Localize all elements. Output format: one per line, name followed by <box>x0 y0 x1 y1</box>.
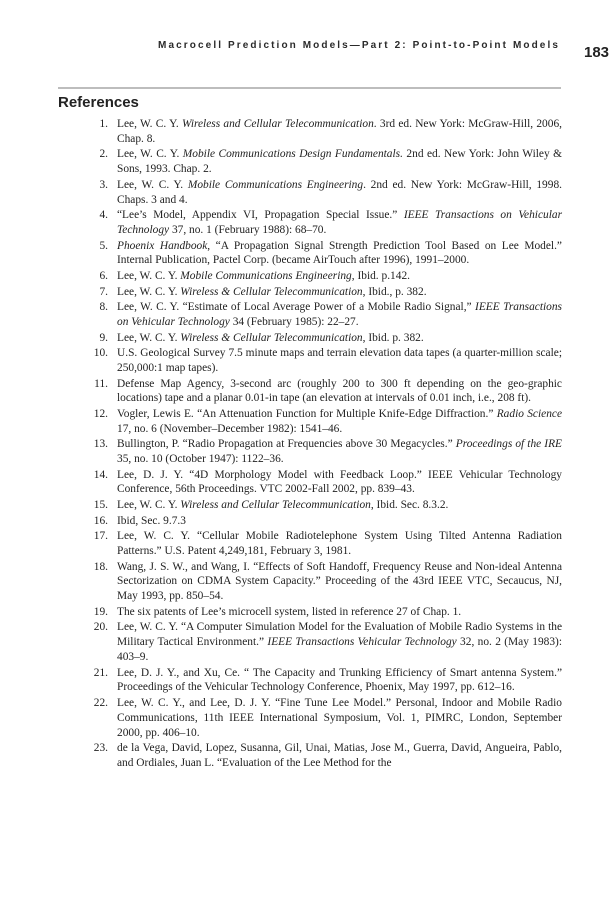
reference-item <box>0 117 562 147</box>
reference-text <box>117 148 562 175</box>
reference-number: 7. <box>99 285 108 298</box>
reference-text-plain: . 2nd ed. New York: McGraw-Hill, 1998. Chaps. 3 and 4. <box>117 178 562 206</box>
reference-text <box>117 179 562 206</box>
reference-text-plain: Lee, W. C. Y. “Estimate of Local Average Power of a Mobile Radio Signal,” <box>117 301 476 314</box>
reference-text <box>117 742 562 769</box>
reference-number: 20. <box>93 621 108 634</box>
reference-item <box>0 208 562 238</box>
reference-title-italic: Mobile Communications Design Fundamentals. <box>182 148 403 161</box>
reference-text-plain: Lee, W. C. Y. <box>117 118 182 130</box>
reference-text-plain: Lee, W. C. Y. <box>117 148 183 161</box>
reference-title-italic: IEEE Transactions Vehicular Technology <box>267 636 457 649</box>
reference-text <box>117 240 562 267</box>
reference-text <box>117 469 562 496</box>
reference-text-plain: “Lee’s Model, Appendix VI, Propagation Special Issue.” <box>117 209 404 222</box>
reference-number: 18. <box>93 560 108 573</box>
reference-text <box>117 499 448 511</box>
section-title: References <box>58 94 139 111</box>
reference-text-plain: 17, no. 6 (November–December 1982): 1541–46. <box>117 422 343 435</box>
reference-number: 4. <box>99 209 108 222</box>
reference-title-italic: Wireless & Cellular Telecommunication <box>180 331 363 344</box>
reference-text <box>117 347 562 374</box>
reference-item <box>0 346 562 376</box>
reference-number: 16. <box>93 514 108 527</box>
reference-text <box>117 301 562 328</box>
reference-text-plain: Lee, W. C. Y. <box>117 269 181 282</box>
reference-text-plain: Lee, W. C. Y. <box>117 499 181 512</box>
reference-item <box>0 696 562 740</box>
reference-title-italic: Mobile Communications Engineering <box>180 269 352 282</box>
reference-text <box>117 270 410 282</box>
reference-text-plain: , Ibid., p. 382. <box>362 285 427 298</box>
reference-item <box>0 529 562 559</box>
reference-item <box>0 560 562 604</box>
reference-item <box>0 178 562 208</box>
reference-item <box>0 620 562 664</box>
reference-item <box>0 605 562 620</box>
reference-item <box>0 407 562 437</box>
reference-title-italic: IEEE Transactions on Vehicular Technology <box>117 301 562 328</box>
reference-number: 15. <box>93 499 108 512</box>
reference-text-plain: Lee, D. J. Y. “4D Morphology Model with Feedback Loop.” IEEE Vehicular Technology Conference, 56th Proceedings. VTC 2002-Fall 2002, pp. 839–43. <box>117 468 562 496</box>
reference-item <box>0 239 562 269</box>
reference-text-plain: 32, no. 2 (May 1983): 403–9. <box>117 636 562 664</box>
reference-text <box>117 530 562 557</box>
reference-title-italic: Mobile Communications Engineering <box>187 178 364 191</box>
reference-number: 3. <box>99 178 108 191</box>
reference-number: 13. <box>93 438 108 451</box>
reference-number: 10. <box>93 347 108 360</box>
reference-text-plain: 37, no. 1 (February 1988): 68–70. <box>169 223 327 236</box>
reference-text <box>117 378 562 405</box>
reference-text-plain: , “A Propagation Signal Strength Prediction Tool Based on Lee Model.” Internal Publication, Pactel Corp. (became AirTouch after 1996), 1991–2000. <box>117 239 562 267</box>
reference-number: 12. <box>93 407 108 420</box>
reference-text-plain: Wang, J. S. W., and Wang, I. “Effects of Soft Handoff, Frequency Reuse and Non-ideal Antenna Sectorization on CDMA System Capacity.” Proceeding of the 43rd IEEE VTC, Secaucus, NJ, May 1993, pp. 850–54. <box>117 560 562 603</box>
reference-text <box>117 621 562 663</box>
reference-text-plain: Ibid, Sec. 9.7.3 <box>117 514 186 527</box>
reference-text-plain: . 3rd ed. New York: McGraw-Hill, 2006, Chap. 8. <box>117 118 562 145</box>
reference-number: 17. <box>93 530 108 543</box>
reference-number: 11. <box>94 377 108 390</box>
reference-item <box>0 300 562 330</box>
page-number: 183 <box>584 44 610 61</box>
reference-title-italic: IEEE Transactions on Vehicular Technology <box>117 209 562 236</box>
reference-text-plain: Bullington, P. “Radio Propagation at Frequencies above 30 Megacycles.” <box>117 438 456 451</box>
reference-text <box>117 606 461 618</box>
reference-number: 21. <box>93 666 108 679</box>
reference-number: 1. <box>99 118 108 130</box>
reference-number: 5. <box>99 239 108 252</box>
reference-text <box>117 515 186 527</box>
reference-item <box>0 147 562 177</box>
reference-text-plain: de la Vega, David, Lopez, Susanna, Gil, Unai, Matias, Jose M., Guerra, David, Angueira, Pablo, and Ordiales, Juan L. “Evaluation of the Lee Method for the <box>117 742 562 769</box>
reference-item <box>0 285 562 300</box>
reference-item <box>0 666 562 696</box>
reference-text-plain: 34 (February 1985): 22–27. <box>229 315 359 328</box>
reference-text-plain: , Ibid. p. 382. <box>362 331 424 344</box>
reference-item <box>0 514 562 529</box>
reference-text-plain: , Ibid. p.142. <box>351 269 410 282</box>
reference-text-plain: Lee, W. C. Y., and Lee, D. J. Y. “Fine Tune Lee Model.” Personal, Indoor and Mobile Radio Communications, 11th IEEE International Symposium, Vol. 1, PIMRC, London, September 2000, pp. 406–10. <box>117 697 562 739</box>
reference-title-italic: Wireless and Cellular Telecommunication <box>181 118 374 130</box>
reference-number: 14. <box>93 468 108 481</box>
reference-title-italic: Wireless and Cellular Telecommunication <box>180 499 371 512</box>
header-rule <box>58 87 561 89</box>
reference-text-plain: Lee, W. C. Y. “Cellular Mobile Radiotelephone System Using Tilted Antenna Radiation Patterns.” U.S. Patent 4,249,181, February 3, 1981. <box>117 530 562 558</box>
reference-text <box>117 561 562 603</box>
reference-text <box>117 697 562 739</box>
reference-item <box>0 468 562 498</box>
reference-text-plain: Vogler, Lewis E. “An Attenuation Function for Multiple Knife-Edge Diffraction.” <box>117 407 497 420</box>
reference-item <box>0 741 562 771</box>
reference-list <box>0 117 562 771</box>
reference-text-plain: Defense Map Agency, 3-second arc (roughly 200 to 300 ft depending on the geo-graphic locations) tape and a planar 0.01-in tape (an elevation at intervals of 0.01 inch, i.e., 208 ft). <box>117 377 562 405</box>
reference-item <box>0 377 562 407</box>
reference-text <box>117 209 562 236</box>
reference-number: 22. <box>93 697 108 710</box>
reference-text <box>117 332 424 344</box>
reference-text-plain: Lee, D. J. Y., and Xu, Ce. “ The Capacity and Trunking Efficiency of Smart antenna System.” Proceedings of the Vehicular Technology Conference, Phoenix, May 1997, pp. 612–16. <box>117 666 562 694</box>
reference-text <box>117 286 427 298</box>
reference-title-italic: Proceedings of the IRE <box>455 438 562 451</box>
running-head-title: Macrocell Prediction Models—Part 2: Point-to-Point Models <box>158 40 560 51</box>
reference-text-plain: 35, no. 10 (October 1947): 1122–36. <box>117 453 284 466</box>
reference-text <box>117 667 562 694</box>
reference-text-plain: U.S. Geological Survey 7.5 minute maps and terrain elevation data tapes (a quarter-million scale; 250,000:1 map tapes). <box>117 347 562 374</box>
reference-number: 23. <box>93 742 108 755</box>
reference-title-italic: Wireless & Cellular Telecommunication <box>180 285 363 298</box>
reference-item <box>0 498 562 513</box>
reference-text-plain: Lee, W. C. Y. <box>117 285 181 298</box>
reference-number: 6. <box>99 269 108 282</box>
reference-text-plain: Lee, W. C. Y. <box>117 331 181 344</box>
reference-text-plain: Lee, W. C. Y. <box>117 178 188 191</box>
reference-text-plain: Lee, W. C. Y. “A Computer Simulation Model for the Evaluation of Mobile Radio Systems in the Military Tactical Environment.” <box>117 621 562 649</box>
reference-item <box>0 269 562 284</box>
reference-number: 8. <box>99 301 108 314</box>
reference-text-plain: , Ibid. Sec. 8.3.2. <box>370 499 449 512</box>
reference-text <box>117 408 562 435</box>
reference-item <box>0 437 562 467</box>
reference-text-plain: 2nd ed. New York: John Wiley & Sons, 1993. Chap. 2. <box>117 148 562 176</box>
reference-number: 9. <box>99 331 108 344</box>
reference-number: 19. <box>93 605 108 618</box>
reference-number: 2. <box>99 148 108 161</box>
reference-text <box>117 118 562 145</box>
reference-title-italic: Phoenix Handbook <box>117 239 208 252</box>
reference-title-italic: Radio Science <box>496 407 562 420</box>
reference-text <box>117 438 562 465</box>
reference-text-plain: The six patents of Lee’s microcell system, listed in reference 27 of Chap. 1. <box>117 605 462 618</box>
reference-item <box>0 331 562 346</box>
